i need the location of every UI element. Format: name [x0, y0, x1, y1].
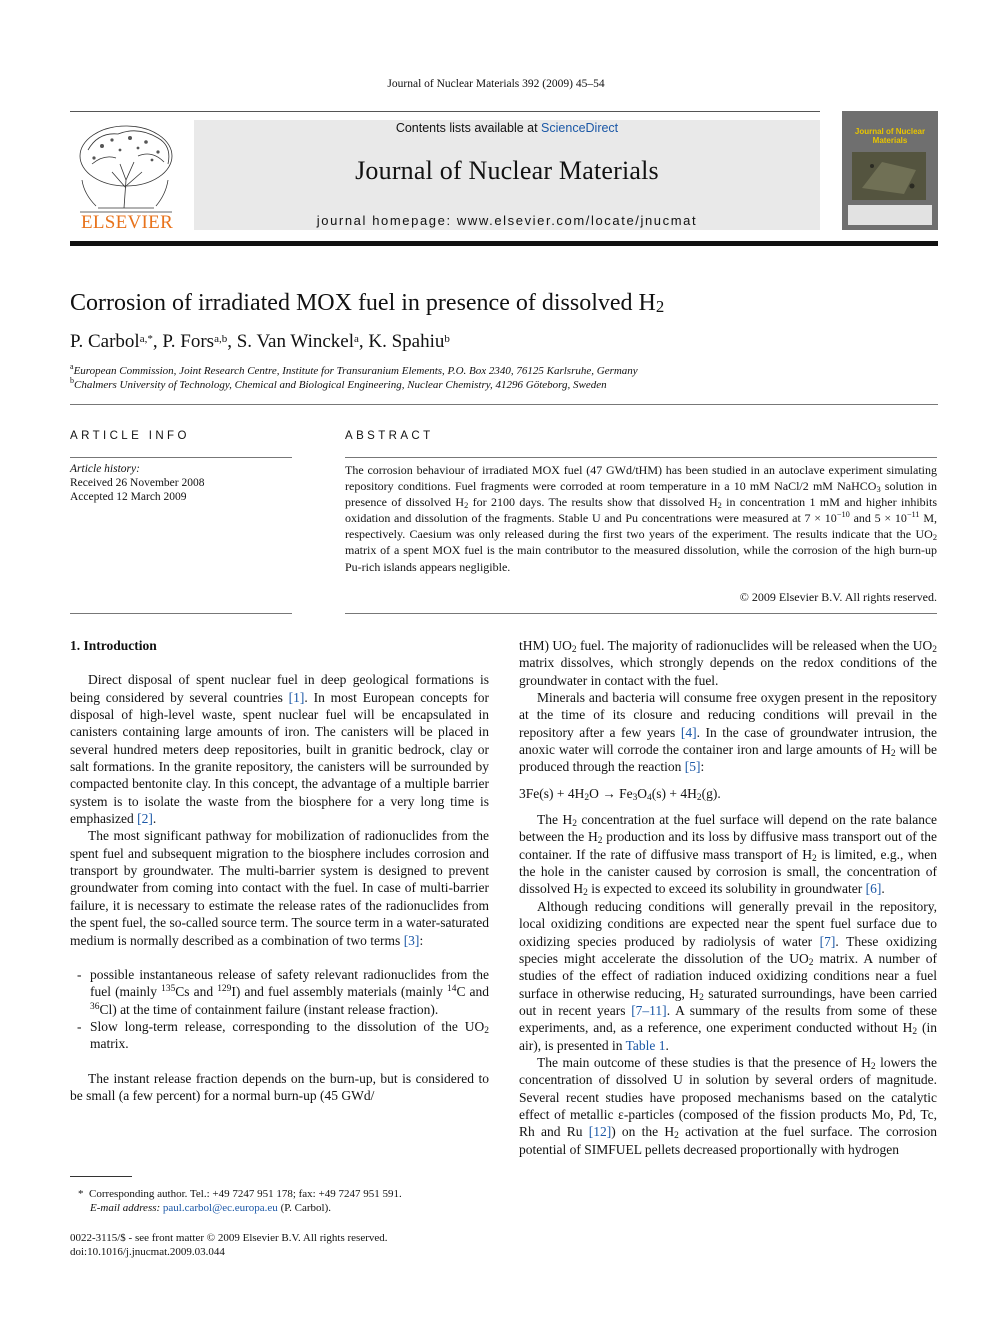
table-link[interactable]: Table 1 — [625, 1037, 666, 1053]
article-title-subscript: 2 — [655, 297, 665, 316]
right-column — [519, 637, 937, 1158]
paragraph: The instant release fraction depends on the burn-up, but is considered to be small (a few percent) for a normal burn-up (45 GWd/ — [70, 1070, 489, 1103]
journal-homepage[interactable]: journal homepage: www.elsevier.com/locate/jnucmat — [316, 213, 698, 228]
footnote — [78, 1187, 498, 1215]
list-item: - Slow long-term release, corresponding to the dissolution of the $UO_2$ matrix. — [90, 1018, 489, 1053]
running-title: Journal of Nuclear Materials 392 (2009) 45–54 — [387, 78, 605, 90]
author-name[interactable]: K. Spahiu — [368, 331, 445, 352]
ref-link[interactable]: [1] — [288, 689, 305, 705]
email-link[interactable]: paul.carbol@ec.europa.eu — [162, 1202, 278, 1214]
cover-footer — [848, 205, 932, 225]
ref-link[interactable]: [5] — [684, 759, 701, 775]
corresponding-text: Corresponding author. Tel.: +49 7247 951 178; fax: +49 7247 951 591. — [89, 1188, 402, 1200]
paragraph: Minerals and bacteria will consume free oxygen present in the repository at the time of its closure and reducing conditions will prevail in the repository after a few years [4]. In the case of groundwater intrusion, the anoxic water will corrode the container iron and large amounts of $H_2$ will be produced through the reaction [5]: — [519, 690, 937, 775]
list-item: - possible instantaneous release of safety relevant radionuclides from the fuel (mainly $^{135}$Cs and $^{129}$I) and fuel assembly materials (mainly $^{14}$C and $^{36}$Cl) at the time of containment failure (instant release fraction). — [90, 966, 489, 1018]
source-term-list — [70, 966, 489, 1053]
contents-line — [194, 121, 820, 135]
affiliation — [70, 362, 638, 377]
corresponding-author-note: * Corresponding author. Tel.: +49 7247 951 178; fax: +49 7247 951 591. — [78, 1188, 402, 1200]
doi-line[interactable]: doi:10.1016/j.jnucmat.2009.03.044 — [70, 1246, 225, 1258]
reaction-equation: $3Fe(s) + 4H_2O \to Fe_3O_4(s) + 4H_2(g)$. — [519, 785, 721, 803]
sciencedirect-link[interactable]: ScienceDirect — [541, 121, 619, 135]
paragraph: Direct disposal of spent nuclear fuel in deep geological formations is being considered by several countries [1]. In most European concepts for disposal of high-level waste, spent nuclear fuel will be encapsulated in canisters containing large amounts of iron. The canisters will be placed in several hundred meters deep repositories, built in granitic bedrock, clay or salt formations. In the granite repository, the canisters will be surrounded by compacted bentonite clay. In this concept, the advantage of a multiple barrier system is to isolate the waste from the biosphere for a very long time is emphasized [2]. — [70, 672, 489, 827]
accepted-date: Accepted 12 March 2009 — [70, 491, 187, 503]
author-name[interactable]: P. Carbol — [70, 331, 140, 352]
abstract-bottom-rule — [345, 613, 937, 614]
author-sup: a,b — [214, 333, 228, 345]
ref-link[interactable]: [7] — [819, 933, 836, 949]
affiliation-text: Chalmers University of Technology, Chemical and Biological Engineering, Nuclear Chemistry, 41296 Göteborg, Sweden — [74, 379, 607, 391]
article-info-rule — [70, 457, 292, 458]
footnote-rule — [70, 1176, 132, 1177]
paragraph: The most significant pathway for mobilization of radionuclides from the spent fuel and subsequent migration to the biosphere includes corrosion and transport by groundwater. The multi-barrier system is designed to prevent groundwater from coming into contact with the fuel. In case of multi-barrier failure, it is necessary to estimate the release rates of the radionuclides from the spent fuel, the so-called source term. The source term in a water-saturated medium is normally described as a combination of two terms [3]: — [70, 828, 489, 948]
ref-link[interactable]: [12] — [588, 1124, 612, 1140]
issn-line: 0022-3115/$ - see front matter © 2009 Elsevier B.V. All rights reserved. — [70, 1232, 388, 1244]
affiliation-sup: a — [70, 362, 74, 371]
elsevier-wordmark: ELSEVIER — [80, 212, 174, 233]
affiliation-sup: b — [70, 376, 74, 385]
contents-prefix: Contents lists available at — [395, 121, 542, 135]
ref-link[interactable]: [7–11] — [631, 1002, 667, 1018]
article-history — [70, 462, 204, 504]
header-rule — [70, 111, 820, 112]
email-line — [78, 1201, 498, 1215]
header-thick-rule — [70, 241, 938, 246]
front-matter-footer — [70, 1231, 388, 1259]
journal-name: Journal of Nuclear Materials — [355, 156, 659, 185]
ref-link[interactable]: [3] — [403, 932, 420, 948]
author-sup: a,* — [139, 333, 153, 345]
article-title — [70, 290, 664, 317]
left-column — [70, 637, 489, 1104]
cover-image — [852, 152, 926, 200]
ref-link[interactable]: [6] — [865, 881, 882, 897]
ref-link[interactable]: [2] — [137, 811, 153, 827]
abstract-heading: ABSTRACT — [345, 430, 434, 442]
affiliation-text: European Commission, Joint Research Centre, Institute for Transuranium Elements, P.O. Box 2340, 76125 Karlsruhe, Germany — [73, 365, 638, 377]
paragraph: The main outcome of these studies is that the presence of $H_2$ lowers the concentration of dissolved U in solution by several orders of magnitude. Several recent studies have proposed mechanisms based on the catalytic effect of metallic ε-particles (composed of the fission products Mo, Pd, Tc, Rh and Ru [12]) on the $H_2$ activation at the fuel surface. The corrosion potential of SIMFUEL pellets decreased proportionally with hydrogen — [519, 1054, 937, 1157]
article-info-heading: ARTICLE INFO — [70, 430, 190, 442]
cover-title: Journal of Nuclear Materials — [854, 127, 926, 145]
abstract-copyright: © 2009 Elsevier B.V. All rights reserved. — [739, 590, 937, 604]
article-info-bottom-rule — [70, 613, 292, 614]
paragraph: tHM) $UO_2$ fuel. The majority of radionuclides will be released when the $UO_2$ matrix dissolves, which strongly depends on the redox conditions of the groundwater in contact with the fuel. — [519, 638, 938, 688]
affiliation-rule — [70, 404, 938, 405]
abstract-body: The corrosion behaviour of irradiated MOX fuel (47 GWd/tHM) has been studied in an autoclave experiment simulating repository conditions. Fuel fragments were corroded at room temperature in a 10 mM NaCl/2 mM NaHCO$_3$ solution in presence of dissolved $H_2$ for 2100 days. The results show that dissolved $H_2$ in concentration 1 mM and higher inhibits oxidation and dissolution of the fragments. Stable U and Pu concentrations were measured at $7 \times 10^{-10}$ and $5 \times 10^{-11}$ M, respectively. Caesium was only released during the first two years of the experiment. The results indicate that the $UO_2$ matrix of a spent MOX fuel is the main contributor to the measured dissolution, while the corrosion of the high burn-up Pu-rich islands appears negligible. — [345, 463, 938, 574]
section-heading: 1. Introduction — [70, 638, 157, 653]
abstract-rule — [345, 457, 937, 458]
cover-micrograph-icon — [852, 152, 926, 200]
paragraph: Although reducing conditions will generally prevail in the repository, local oxidizing conditions are expected near the spent fuel surface due to oxidizing species produced by radiolysis of water [7]. These oxidizing species might accelerate the dissolution of the $UO_2$ matrix. A number of studies of the effect of radiation induced oxidizing conditions near a fuel surface in otherwise reducing, $H_2$ saturated surroundings, have been carried out in recent years [7–11]. A summary of the results from some of these experiments, and, as a reference, one experiment conducted without $H_2$ (in air), is presented in Table 1. — [519, 898, 938, 1053]
paragraph: The $H_2$ concentration at the fuel surface will depend on the rate balance between the $H_2$ production and its loss by diffusive mass transport out of the container. If the rate of diffusive mass transport of $H_2$ is limited, e.g., when the hole in the canister caused by corrosion is small, the concentration of dissolved $H_2$ is expected to exceed its solubility in groundwater [6]. — [519, 812, 938, 899]
author-sup: b — [444, 333, 450, 345]
received-date: Received 26 November 2008 — [70, 477, 205, 489]
ref-link[interactable]: [4] — [680, 724, 697, 740]
author-sup: a — [354, 333, 359, 345]
history-label: Article history: — [70, 463, 140, 475]
email-label: E-mail address: — [90, 1202, 163, 1214]
affiliation — [70, 376, 607, 391]
email-suffix: (P. Carbol). — [277, 1202, 331, 1214]
author-name[interactable]: P. Fors — [162, 331, 215, 352]
article-title-text: Corrosion of irradiated MOX fuel in presence of dissolved H — [70, 290, 656, 316]
author-list: P. Carbol$^{a,*}$, P. Fors$^{a,b}$, S. Van Winckel$^a$, K. Spahiu$^b$ — [70, 331, 450, 352]
author-name[interactable]: S. Van Winckel — [236, 331, 354, 352]
